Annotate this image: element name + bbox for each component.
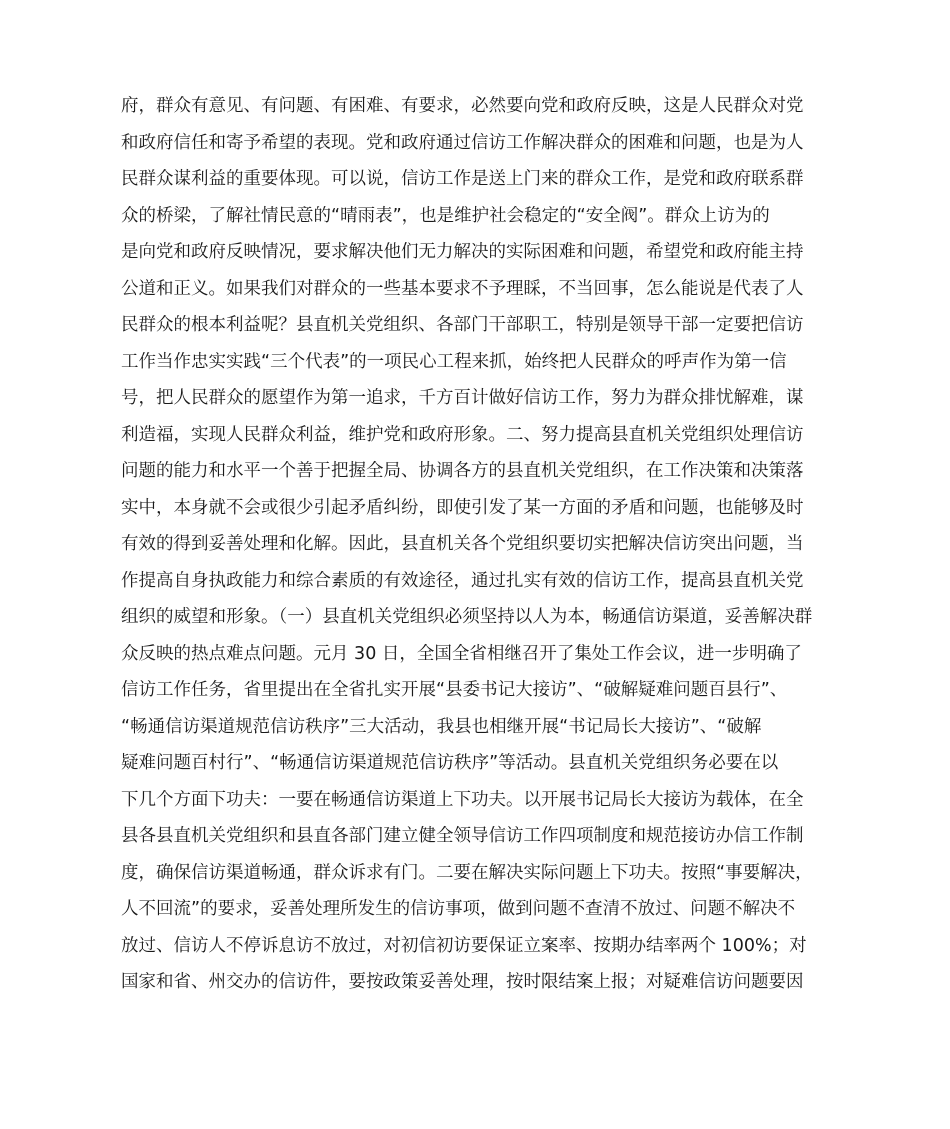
text-line: 众的桥梁，了解社情民意的“晴雨表”，也是维护社会稳定的“安全阀”。群众上访为的 bbox=[121, 205, 770, 226]
text-line: 府，群众有意见、有问题、有困难、有要求，必然要向党和政府反映，这是人民群众对党 bbox=[121, 96, 804, 116]
text-line: 众反映的热点难点问题。元月 30 日，全国全省相继召开了集处工作会议，进一步明确了 bbox=[121, 643, 802, 664]
text-line: 和政府信任和寄予希望的表现。党和政府通过信访工作解决群众的困难和问题，也是为人 bbox=[121, 132, 804, 153]
text-line: 人不回流”的要求，妥善处理所发生的信访事项，做到问题不查清不放过、问题不解决不 bbox=[121, 899, 796, 919]
text-line: 国家和省、州交办的信访件，要按政策妥善处理，按时限结案上报；对疑难信访问题要因 bbox=[121, 972, 804, 992]
text-line: 工作当作忠实实践“三个代表”的一项民心工程来抓，始终把人民群众的呼声作为第一信 bbox=[121, 351, 787, 372]
text-line: 作提高自身执政能力和综合素质的有效途径，通过扎实有效的信访工作，提高县直机关党 bbox=[121, 570, 804, 591]
text-line: 度，确保信访渠道畅通，群众诉求有门。二要在解决实际问题上下功夫。按照“事要解决， bbox=[121, 862, 813, 883]
text-line: 是向党和政府反映情况，要求解决他们无力解决的实际困难和问题，希望党和政府能主持 bbox=[121, 242, 804, 262]
text-line: 信访工作任务，省里提出在全省扎实开展“县委书记大接访”、“破解疑难问题百县行”、 bbox=[121, 680, 788, 700]
text-line: 下几个方面下功夫：一要在畅通信访渠道上下功夫。以开展书记局长大接访为载体，在全 bbox=[121, 789, 804, 810]
text-line: 放过、信访人不停诉息访不放过，对初信初访要保证立案率、按期办结率两个 100%；对 bbox=[121, 935, 807, 956]
text-line: “畅通信访渠道规范信访秩序”三大活动，我县也相继开展“书记局长大接访”、“破解 bbox=[121, 716, 762, 737]
text-line: 有效的得到妥善处理和化解。因此，县直机关各个党组织要切实把解决信访突出问题，当 bbox=[121, 534, 804, 554]
text-line: 利造福，实现人民群众利益，维护党和政府形象。二、努力提高县直机关党组织处理信访 bbox=[121, 424, 804, 445]
text-line: 组织的威望和形象。（一）县直机关党组织必须坚持以人为本，畅通信访渠道，妥善解决群 bbox=[121, 607, 813, 627]
body-text bbox=[121, 88, 836, 1001]
text-line: 问题的能力和水平一个善于把握全局、协调各方的县直机关党组织，在工作决策和决策落 bbox=[121, 461, 804, 481]
text-line: 号，把人民群众的愿望作为第一追求，千方百计做好信访工作，努力为群众排忧解难，谋 bbox=[121, 388, 804, 408]
text-line: 实中，本身就不会或很少引起矛盾纠纷，即使引发了某一方面的矛盾和问题，也能够及时 bbox=[121, 497, 804, 518]
text-line: 公道和正义。如果我们对群众的一些基本要求不予理睬，不当回事，怎么能说是代表了人 bbox=[121, 278, 804, 299]
text-line: 县各县直机关党组织和县直各部门建立健全领导信访工作四项制度和规范接访办信工作制 bbox=[121, 826, 804, 846]
text-line: 民群众谋利益的重要体现。可以说，信访工作是送上门来的群众工作，是党和政府联系群 bbox=[121, 169, 804, 189]
text-line: 疑难问题百村行”、“畅通信访渠道规范信访秩序”等活动。县直机关党组织务必要在以 bbox=[121, 753, 779, 773]
text-line: 民群众的根本利益呢？县直机关党组织、各部门干部职工，特别是领导干部一定要把信访 bbox=[121, 315, 804, 335]
